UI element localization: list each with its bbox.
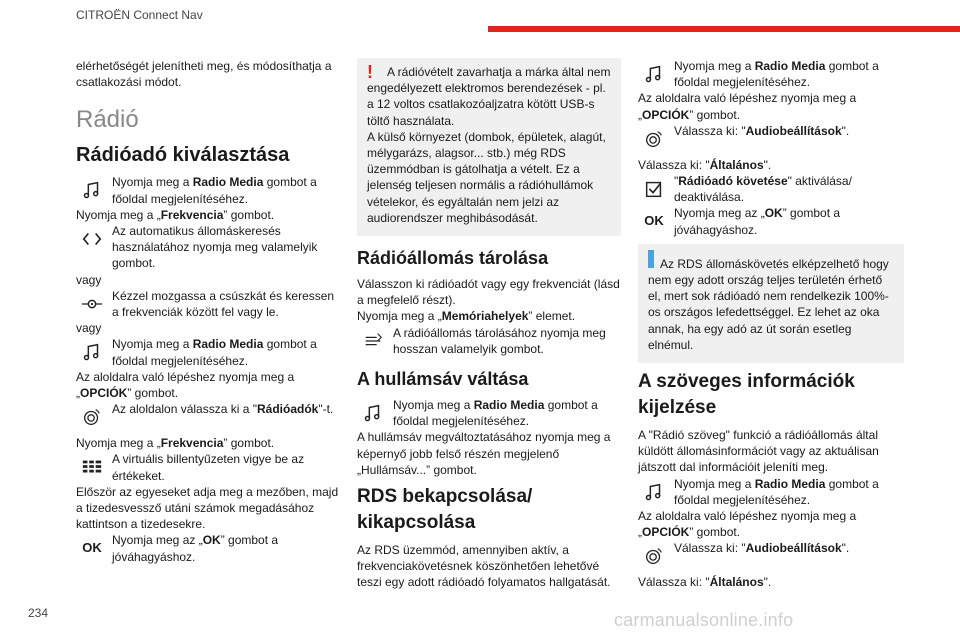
text: Nyomja meg a: [674, 476, 755, 491]
paragraph: [76, 207, 344, 223]
paragraph: [638, 90, 904, 122]
paragraph: Az RDS üzemmód, amennyiben aktív, a frekvenciakövetésnek köszönhetően lehetővé teszi egy adott rádióadó folyamatos hallgatását.: [357, 543, 611, 590]
step-ok-confirm: [76, 532, 344, 564]
text: gombot a főoldal megjelenítéséhez.: [674, 59, 879, 90]
slider-icon: [76, 288, 108, 320]
music-note-icon: [357, 397, 389, 429]
text: A rádióvételt zavarhatja a márka által nem engedélyezett elektromos berendezések - pl. a 12 voltos csatlakozóaljzatra kötött USB-s töltő használata.: [367, 65, 611, 128]
step-ok-confirm: [638, 205, 904, 237]
bold-radio-media: Radio Media: [754, 59, 826, 73]
step-radio-media-2: [638, 476, 904, 508]
music-note-icon: [638, 58, 670, 90]
text: Nyomja meg a „: [76, 207, 161, 222]
bold-ok: OK: [764, 206, 783, 221]
text: ” gombot.: [223, 207, 275, 222]
checkbox-icon: [638, 173, 670, 205]
text: A virtuális billentyűzeten vigye be az értékeket.: [112, 452, 305, 483]
heading-text-info: A szöveges információk kijelzése: [638, 371, 855, 419]
text: A rádióállomás tárolásához nyomja meg hosszan valamelyik gombot.: [393, 325, 606, 356]
paragraph: A "Rádió szöveg" funkció a rádióállomás által küldött állomásinformációt vagy az aktuálisan játszott dal információit jeleníti meg.: [638, 428, 879, 475]
text: ” gombot a jóváhagyáshoz.: [112, 533, 279, 564]
chevron-left-right-icon: [76, 223, 108, 255]
heading-change-band: A hullámsáv váltása: [357, 369, 529, 390]
text: Nyomja meg a „: [76, 436, 161, 451]
bold-presets: Memóriahelyek: [441, 309, 529, 324]
text: Az automatikus állomáskeresés használatához nyomja meg valamelyik gombot.: [112, 224, 318, 271]
text: ".: [763, 575, 772, 590]
text: Az RDS állomáskövetés elképzelhető hogy nem egy adott ország teljes területén érhető el, mert sok rádióadó nem rendelkezik 100%-os országos lefedettséggel. Ez lehet az oka annak, ha egy adó az út során esetleg elnémul.: [648, 256, 889, 352]
bold-radio-media: Radio Media: [192, 175, 264, 190]
step-station-follow: [638, 173, 904, 205]
bold-radio-media: Radio Media: [473, 398, 545, 413]
ok-icon: OK: [82, 540, 102, 556]
text: Válassza ki: ": [638, 575, 710, 590]
warning-icon: !: [367, 62, 373, 82]
column-3: [638, 58, 904, 591]
header-accent-bar: [488, 26, 960, 32]
text: ".: [841, 541, 850, 556]
paragraph: A hullámsáv megváltoztatásához nyomja meg a képernyő jobb felső részén megjelenő „Hullámsáv...” gombot.: [357, 430, 611, 477]
text-or: vagy: [76, 272, 102, 287]
text: ” gombot.: [689, 107, 741, 122]
info-box: [638, 244, 904, 363]
bold-ok: OK: [202, 533, 221, 548]
audio-settings-icon: [638, 540, 670, 572]
text: ": [674, 174, 679, 189]
keyboard-icon: [76, 451, 108, 483]
ok-icon: OK: [644, 213, 664, 229]
paragraph-intro: elérhetőségét jelenítheti meg, és módosíthatja a csatlakozási módot.: [76, 59, 332, 90]
bold-general: Általános: [709, 157, 764, 172]
text: Nyomja meg a: [393, 398, 474, 413]
text: Nyomja meg az „: [112, 533, 203, 548]
step-band-radio-media: [357, 397, 621, 429]
text: Kézzel mozgassa a csúszkát és keressen a frekvenciák között fel vagy le.: [112, 288, 335, 320]
paragraph: [76, 435, 344, 451]
warning-box: [357, 58, 621, 236]
text: Nyomja meg a „: [357, 309, 442, 324]
text: Válassza ki: ": [674, 123, 746, 138]
text: "-t.: [318, 402, 334, 417]
bold-frequency: Frekvencia: [160, 207, 224, 222]
music-note-icon: [76, 336, 108, 368]
column-1: [76, 58, 344, 565]
bold-options: OPCIÓK: [642, 107, 690, 122]
bold-options: OPCIÓK: [80, 386, 128, 401]
text: ” elemet.: [528, 309, 576, 324]
step-radio-media: [638, 58, 904, 90]
text: Nyomja meg a: [112, 337, 193, 352]
paragraph: Először az egyeseket adja meg a mezőben, majd a tizedesvessző utáni számok megadásához kattintson a tizedesekre.: [76, 484, 339, 532]
text: " aktiválása/ deaktiválása.: [674, 174, 852, 205]
text: ” gombot.: [689, 525, 741, 540]
watermark: carmanualsonline.info: [614, 610, 794, 630]
bold-radio-media: Radio Media: [192, 337, 264, 352]
heading-choose-station: Rádióadó kiválasztása: [76, 144, 290, 167]
step-manual-slider: [76, 288, 344, 320]
text: ".: [763, 157, 772, 172]
text: Nyomja meg az „: [674, 206, 765, 221]
paragraph: [76, 369, 344, 401]
heading-store-station: Rádióállomás tárolása: [357, 248, 549, 269]
info-text: [648, 250, 894, 353]
text: gombot a főoldal megjelenítéséhez.: [674, 476, 879, 507]
text: Válassza ki: ": [674, 541, 746, 556]
music-note-icon: [76, 174, 108, 206]
step-radio-media: [76, 174, 344, 206]
text: Az aloldalra való lépéshez nyomja meg a „: [76, 369, 295, 401]
text: Az aloldalon válassza ki a ": [112, 402, 258, 417]
paragraph: [638, 574, 904, 590]
radio-signal-icon: [76, 401, 108, 433]
step-select-stations: [76, 401, 344, 429]
step-audio-settings: [638, 123, 904, 151]
text: Nyomja meg a: [112, 175, 193, 190]
step-auto-search: [76, 223, 344, 272]
bold-audio-settings: Audiobeállítások: [745, 541, 842, 556]
paragraph: [638, 157, 904, 173]
bold-stations: Rádióadók: [257, 402, 319, 417]
music-note-icon: [638, 476, 670, 508]
bold-frequency: Frekvencia: [160, 436, 224, 451]
text: ” gombot a jóváhagyáshoz.: [674, 206, 841, 237]
bold-radio-media: Radio Media: [754, 476, 826, 491]
bold-audio-settings: Audiobeállítások: [745, 123, 842, 138]
paragraph: Válasszon ki rádióadót vagy egy frekvenciát (lásd a megfelelő részt).: [357, 277, 620, 308]
audio-settings-icon: [638, 123, 670, 155]
text: Válassza ki: ": [638, 157, 710, 172]
section-title-radio: Rádió: [76, 106, 139, 134]
paragraph: [357, 308, 621, 324]
page-number: 234: [28, 606, 49, 620]
text: ".: [841, 123, 850, 138]
step-radio-media-2: [76, 336, 344, 368]
warning-text-2: A külső környezet (dombok, épületek, alagút, mélygarázs, alagsor... stb.) még RDS üzemmódban is gátolhatja a vételt. Ez a jelenség teljesen normális a rádióhullámok vételekor, és egyáltalán nem jelzi az audiorendszer meghibásodását.: [367, 129, 606, 225]
text: gombot a főoldal megjelenítéséhez.: [112, 175, 317, 206]
text: Az aloldalra való lépéshez nyomja meg a „: [638, 509, 857, 540]
document-header-title: CITROËN Connect Nav: [76, 8, 203, 22]
bold-general: Általános: [709, 575, 764, 590]
preset-list-icon: [357, 325, 389, 357]
info-icon: [648, 250, 654, 268]
step-virtual-keyboard: [76, 451, 344, 483]
heading-rds: RDS bekapcsolása/ kikapcsolása: [357, 486, 533, 534]
column-2: [357, 58, 621, 591]
step-store-long-press: [357, 325, 621, 357]
text: gombot a főoldal megjelenítéséhez.: [112, 337, 317, 368]
paragraph: [638, 508, 904, 540]
text: ” gombot.: [223, 436, 275, 451]
text: gombot a főoldal megjelenítéséhez.: [393, 398, 598, 429]
bold-station-follow: Rádióadó követése: [678, 174, 788, 189]
text: ” gombot.: [127, 386, 179, 401]
text-or: vagy: [76, 321, 102, 336]
bold-options: OPCIÓK: [642, 525, 690, 540]
step-audio-settings-2: [638, 540, 904, 568]
text: Az aloldalra való lépéshez nyomja meg a „: [638, 91, 857, 122]
warning-text: [367, 64, 611, 129]
text: Nyomja meg a: [674, 59, 755, 73]
